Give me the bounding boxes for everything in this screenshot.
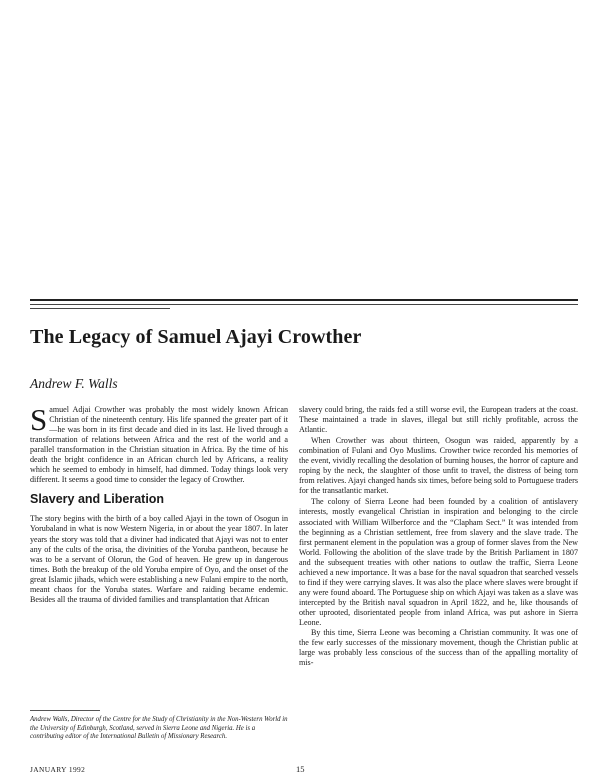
footnote-rule: [30, 710, 100, 711]
author-footnote: Andrew Walls, Director of the Centre for the Study of Christianity in the Non-Western World in the University of Edinburgh, Scotland, served in Sierra Leone and Nigeria. He is a contributing editor of the International Bulletin of Missionary Research.: [30, 716, 288, 740]
drop-cap: S: [30, 402, 48, 437]
title-rule-short: [30, 308, 170, 309]
section-heading: Slavery and Liberation: [30, 492, 165, 507]
title-rule-thin: [30, 304, 578, 305]
intro-paragraph: [30, 402, 288, 485]
right-paragraph-2: When Crowther was about thirteen, Osogun was raided, apparently by a combination of Fulani and Oyo Muslims. Crowther twice recorded his memories of the event, vividly recalling the desolation of burning houses, the horror of capture and roping by the neck, the slaughter of those unfit to travel, the distress of being torn from relatives. Ajayi changed hands six times, before being sold to Portuguese traders for the transatlantic market.: [299, 436, 578, 496]
right-paragraph-1: slavery could bring, the raids fed a still worse evil, the European traders at the coast. These maintained a trade in slaves, illegal but still richly profitable, across the Atlantic.: [299, 405, 578, 435]
left-paragraph-2: The story begins with the birth of a boy called Ajayi in the town of Osogun in Yorubaland in what is now Western Nigeria, in or about the year 1807. In later years the story was told that a diviner had indicated that Ajayi was not to enter any of the cults of the orisa, the divinities of the Yoruba pantheon, because he was to be a servant of Olorun, the God of heaven. He grew up in dangerous times. Both the breakup of the old Yoruba empire of Oyo, and the onset of the great Islamic jihads, which were establishing a new Fulani empire to the north, meant chaos for the Yoruba states. Warfare and raiding became endemic. Besides all the trauma of divided families and transplantation that African: [30, 514, 288, 604]
title-rule-thick: [30, 299, 578, 301]
intro-text: amuel Adjai Crowther was probably the most widely known African Christian of the nineteenth century. His life spanned the greater part of it—he was born in its first decade and died in its last. He lived through a transformation of relations between Africa and the rest of the world and a parallel transformation in the Christian situation in Africa. By the time of his death the bright confidence in an African church led by Africans, a reality which he seemed to embody in himself, had dimmed. Today things look very different. It seems a good time to consider the legacy of Crowther.: [30, 405, 288, 485]
article-title: The Legacy of Samuel Ajayi Crowther: [30, 326, 362, 348]
right-paragraph-3: The colony of Sierra Leone had been founded by a coalition of antislavery interests, mostly evangelical Christian in inspiration and belonging to the circle associated with William Wilberforce and the “Clapham Sect.” It was intended from the beginning as a Christian settlement, free from slavery and the slave trade. The first permanent element in the population was a group of former slaves from the New World. Following the abolition of the slave trade by the British Parliament in 1807 and the subsequent treaties with other nations to outlaw the traffic, Sierra Leone achieved a new importance. It was a base for the naval squadron that searched vessels to find if they were carrying slaves. It was also the place where slaves were brought if any were found aboard. The Portuguese ship on which Ajayi was taken as a slave was intercepted by the British naval squadron in April 1822, and he, like thousands of other uprooted, disorientated people from inland Africa, was put ashore in Sierra Leone.: [299, 497, 578, 627]
right-paragraph-4: By this time, Sierra Leone was becoming a Christian community. It was one of the few early successes of the missionary movement, though the Christian public at large was probably less conscious of the success than of the appalling mortality of mis-: [299, 628, 578, 668]
issue-date: JANUARY 1992: [30, 765, 86, 774]
right-column: [299, 405, 578, 668]
article-author: Andrew F. Walls: [30, 376, 118, 391]
left-column: [30, 402, 288, 605]
page-number: 15: [296, 764, 305, 774]
